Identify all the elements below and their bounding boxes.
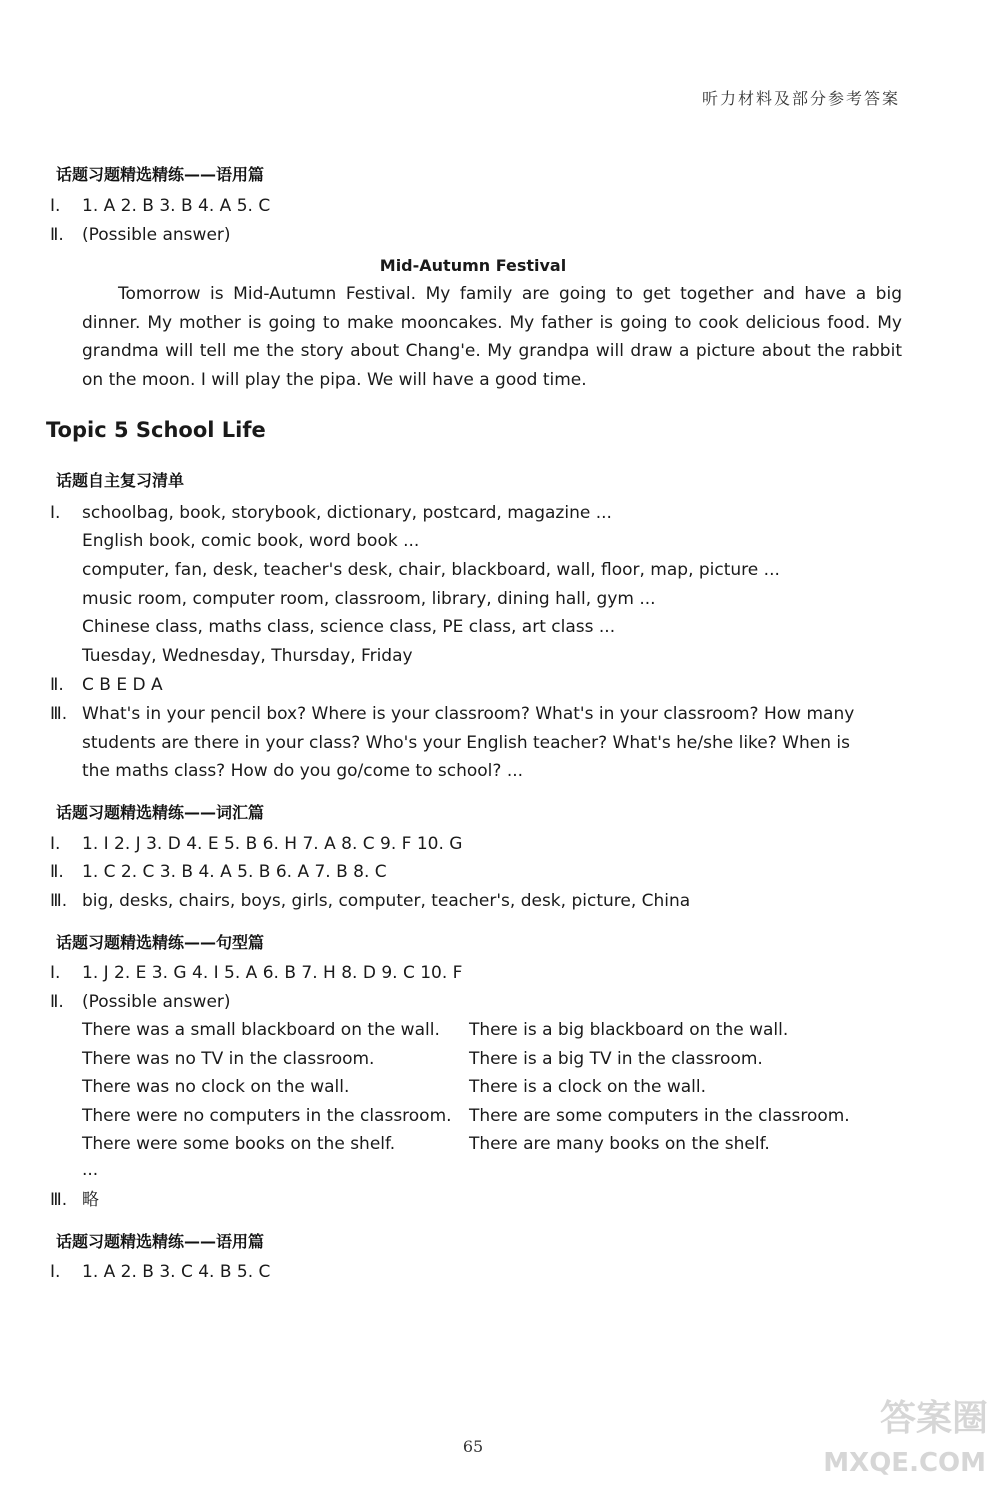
answer-line: 1. I 2. J 3. D 4. E 5. B 6. H 7. A 8. C 9. F 10. G (82, 834, 463, 854)
answer-line: 略 (82, 1190, 99, 1210)
sentence-present: There is a big blackboard on the wall. (469, 1020, 789, 1040)
item-number: Ⅰ. (50, 503, 61, 523)
answer-line: 1. J 2. E 3. G 4. I 5. A 6. B 7. H 8. D 9. C 10. F (82, 963, 463, 983)
item-number: Ⅲ. (50, 1190, 68, 1210)
item-number: Ⅰ. (50, 196, 61, 216)
vocab-line: schoolbag, book, storybook, dictionary, postcard, magazine ... (82, 503, 612, 523)
section-heading-review: 话题自主复习清单 (56, 471, 185, 490)
item-number: Ⅰ. (50, 834, 61, 854)
ellipsis: ... (82, 1160, 99, 1180)
item-number: Ⅱ. (50, 675, 64, 695)
sentence-present: There is a big TV in the classroom. (469, 1049, 763, 1069)
section-heading-pragmatics: 话题习题精选精练——语用篇 (56, 165, 265, 184)
question-line: students are there in your class? Who's your English teacher? What's he/she like? When is (82, 733, 850, 753)
sentence-past: There were some books on the shelf. (82, 1134, 396, 1154)
sentence-past: There was no clock on the wall. (82, 1077, 350, 1097)
vocab-line: English book, comic book, word book ... (82, 531, 420, 551)
sentence-present: There is a clock on the wall. (469, 1077, 707, 1097)
essay-paragraph (82, 280, 902, 394)
item-number: Ⅲ. (50, 704, 68, 724)
item-number: Ⅲ. (50, 891, 68, 911)
sentence-past: There was a small blackboard on the wall. (82, 1020, 440, 1040)
vocab-line: music room, computer room, classroom, library, dining hall, gym ... (82, 589, 656, 609)
topic-title: Topic 5 School Life (46, 418, 266, 442)
question-line: the maths class? How do you go/come to school? ... (82, 761, 524, 781)
item-number: Ⅱ. (50, 992, 64, 1012)
section-heading-sentence-patterns: 话题习题精选精练——句型篇 (56, 933, 265, 952)
sentence-present: There are some computers in the classroom. (469, 1106, 850, 1126)
answer-line: 1. A 2. B 3. B 4. A 5. C (82, 196, 271, 216)
sentence-present: There are many books on the shelf. (469, 1134, 770, 1154)
answer-line: big, desks, chairs, boys, girls, computer, teacher's, desk, picture, China (82, 891, 691, 911)
answer-line: (Possible answer) (82, 225, 231, 245)
section-heading-pragmatics-2: 话题习题精选精练——语用篇 (56, 1232, 265, 1251)
essay-title: Mid-Autumn Festival (379, 256, 567, 275)
watermark-url: MXQE.COM (823, 1448, 986, 1478)
page-number: 65 (462, 1437, 484, 1456)
section-heading-vocabulary: 话题习题精选精练——词汇篇 (56, 803, 265, 822)
item-number: Ⅱ. (50, 862, 64, 882)
answer-line: (Possible answer) (82, 992, 231, 1012)
answer-line: 1. C 2. C 3. B 4. A 5. B 6. A 7. B 8. C (82, 862, 387, 882)
vocab-line: Chinese class, maths class, science class, PE class, art class ... (82, 617, 616, 637)
item-number: Ⅰ. (50, 1262, 61, 1282)
answer-line: C B E D A (82, 675, 163, 695)
watermark-logo: 答案圈 (879, 1398, 988, 1439)
answer-line: 1. A 2. B 3. C 4. B 5. C (82, 1262, 271, 1282)
question-line: What's in your pencil box? Where is your classroom? What's in your classroom? How many (82, 704, 855, 724)
item-number: Ⅰ. (50, 963, 61, 983)
sentence-past: There were no computers in the classroom. (82, 1106, 452, 1126)
sentence-past: There was no TV in the classroom. (82, 1049, 375, 1069)
essay-text: Tomorrow is Mid-Autumn Festival. My family are going to get together and have a big dinner. My mother is going to make mooncakes. My father is going to cook delicious food. My grandma will tell me the story about Chang'e. My grandpa will draw a picture about the rabbit on the moon. I will play the pipa. We will have a good time. (82, 284, 902, 390)
item-number: Ⅱ. (50, 225, 64, 245)
vocab-line: computer, fan, desk, teacher's desk, chair, blackboard, wall, floor, map, picture ... (82, 560, 780, 580)
running-header: 听力材料及部分参考答案 (701, 89, 900, 108)
vocab-line: Tuesday, Wednesday, Thursday, Friday (82, 646, 413, 666)
